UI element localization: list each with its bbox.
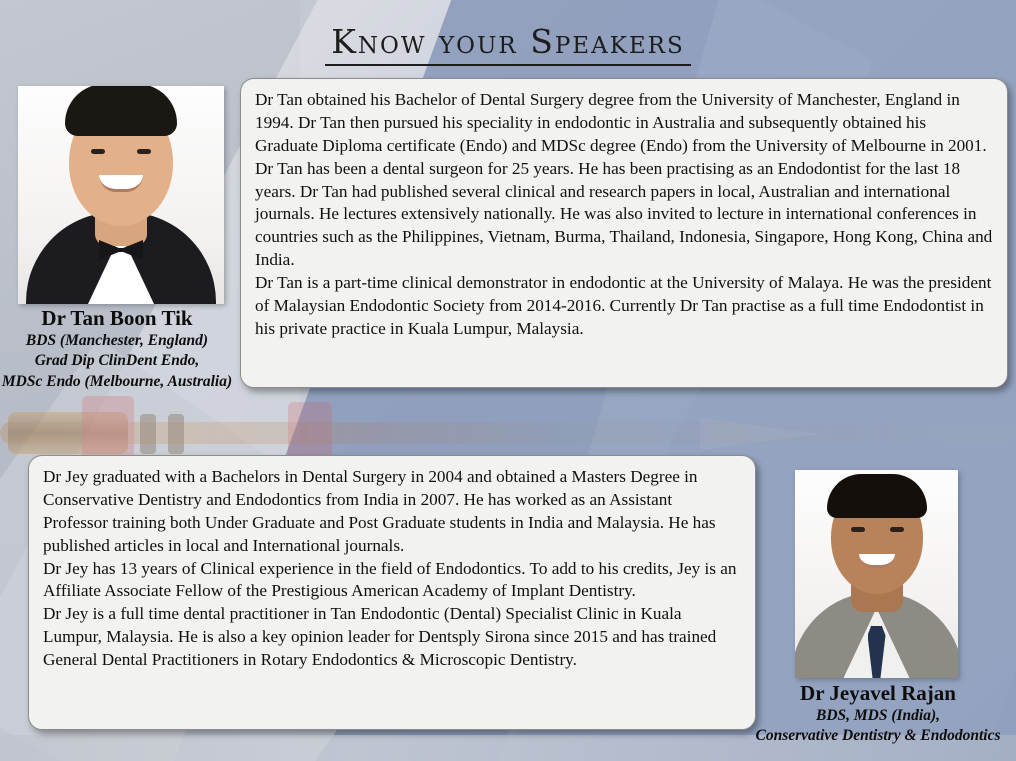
speaker-name: Dr Jeyavel Rajan (800, 681, 956, 705)
speaker-credential-line: Grad Dip ClinDent Endo, (34, 352, 200, 370)
instrument-tip-icon (700, 418, 820, 450)
bio-paragraph: Dr Jey graduated with a Bachelors in Dental Surgery in 2004 and obtained a Masters Degree in Conservative Dentistry and Endodontics from India in 2007. He has worked as an Assistant Professor training both Under Graduate and Post Graduate students in India and Malaysia. He has published articles in local and International journals. (43, 467, 716, 555)
speaker-credential-line: BDS (Manchester, England) (25, 332, 209, 350)
page-title (0, 22, 1016, 61)
eye-shape (137, 149, 151, 154)
avatar (18, 86, 224, 304)
speaker-name: Dr Tan Boon Tik (41, 306, 193, 330)
instrument-ring-icon (168, 414, 184, 454)
speaker-credential-line: MDSc Endo (Melbourne, Australia) (1, 372, 233, 390)
hair-shape (827, 474, 927, 518)
speaker-credential-line: Conservative Dentistry & Endodontics (755, 727, 1001, 745)
speaker-caption-tan (0, 305, 242, 392)
bio-paragraph: Dr Jey has 13 years of Clinical experience in the field of Endodontics. To add to his credits, Jey is an Affiliate Associate Fellow of the Prestigious American Academy of Implant Dentistry. (43, 558, 737, 601)
bio-paragraph: Dr Tan obtained his Bachelor of Dental Surgery degree from the University of Manchester, England in 1994. Dr Tan then pursued his speciality in endodontic in Australia and subsequently obtained his Graduate Diploma certificate (Endo) and MDSc degree (Endo) from the University of Melbourne in 2001. Dr Tan has been a dental surgeon for 25 years. He has been practising as an Endodontist for the last 18 years. Dr Tan had published several clinical and research papers in local, Australian and international journals. He lectures extensively nationally. He was also invited to lecture in international conferences in countries such as the Philippines, Vietnam, Burma, Thailand, Indonesia, Singapore, Hong Kong, China and India. (255, 90, 993, 270)
portrait-illustration-jey (795, 470, 958, 678)
speaker-bio-card-jey (28, 455, 756, 730)
hair-shape (65, 86, 177, 136)
bio-paragraph: Dr Jey is a full time dental practitioner in Tan Endodontic (Dental) Specialist Clinic in Kuala Lumpur, Malaysia. He is also a key opinion leader for Dentsply Sirona since 2015 and has trained General Dental Practitioners in Rotary Endodontics & Microscopic Dentistry. (43, 604, 717, 669)
bio-paragraph: Dr Tan is a part-time clinical demonstrator in endodontic at the University of Malaya. He was the president of Malaysian Endodontic Society from 2014-2016. Currently Dr Tan practise as a full time Endodontist in his private practice in Kuala Lumpur, Malaysia. (255, 273, 992, 338)
page-title-text: Know your Speakers (325, 22, 691, 66)
speaker-bio-card-tan (240, 78, 1008, 388)
eye-shape (91, 149, 105, 154)
speaker-caption-jey (740, 680, 1016, 747)
instrument-ring-icon (140, 414, 156, 454)
speaker-credential-line: BDS, MDS (India), (815, 707, 941, 725)
eye-shape (890, 527, 904, 532)
eye-shape (851, 527, 865, 532)
portrait-illustration-tan (18, 86, 224, 304)
avatar (795, 470, 958, 678)
